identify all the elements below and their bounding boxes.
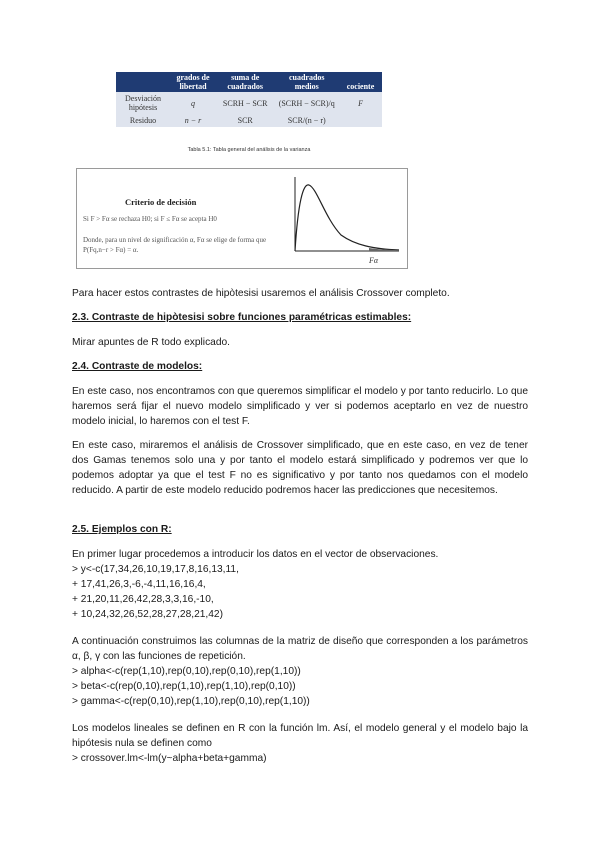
anova-cell: SCR xyxy=(216,114,275,127)
anova-cell: SCRH − SCR xyxy=(216,92,275,114)
paragraph: En este caso, miraremos el análisis de Crossover simplificado, que en este caso, en vez de tener dos Gamas tenemos solo una y por tanto el modelo estará simplificado y podremos ver que lo podemos adoptar ya que el test F no es significativo y por tanto nos quedamos con el modelo reducido. A partir de este modelo reducido podremos hacer las predicciones que necesitemos. xyxy=(72,440,528,496)
anova-header-ratio: cociente xyxy=(339,72,382,92)
anova-cell: F xyxy=(339,92,382,114)
section-heading-2-3: 2.3. Contraste de hipòtesisi sobre funciones paramétricas estimables: xyxy=(72,312,412,323)
density-curve xyxy=(295,185,399,251)
decision-rule: Si F > Fα se rechaza H0; si F ≤ Fα se acepta H0 xyxy=(83,215,217,223)
anova-header-row xyxy=(116,72,382,92)
code-line: > beta<-c(rep(0,10),rep(1,10),rep(1,10),rep(0,10)) xyxy=(72,681,296,692)
code-line: + 21,20,11,26,42,28,3,3,16,-10, xyxy=(72,594,214,605)
table-caption: Tabla 5.1: Tabla general del análisis de la varianza xyxy=(187,147,311,153)
f-alpha-label: Fα xyxy=(369,256,379,265)
f-distribution-curve xyxy=(289,173,401,265)
decision-criterion-box xyxy=(76,168,408,269)
section-heading-2-4: 2.4. Contraste de modelos: xyxy=(72,361,203,372)
paragraph: Los modelos lineales se definen en R con la función lm. Así, el modelo general y el modelo bajo la hipótesis nula se definen como xyxy=(72,723,528,749)
anova-cell: Desviación hipótesis xyxy=(116,92,170,114)
code-line: > crossover.lm<-lm(y~alpha+beta+gamma) xyxy=(72,753,267,764)
anova-cell: q xyxy=(170,92,216,114)
anova-header-ss: suma de cuadrados xyxy=(216,72,275,92)
anova-table xyxy=(116,72,382,127)
anova-header-empty xyxy=(116,72,170,92)
code-line: + 17,41,26,3,-6,-4,11,16,16,4, xyxy=(72,579,206,590)
anova-header-df: grados de libertad xyxy=(170,72,216,92)
table-row xyxy=(116,114,382,127)
paragraph: Para hacer estos contrastes de hipòtesisi usaremos el análisis Crossover completo. xyxy=(72,288,450,299)
anova-cell: n − r xyxy=(170,114,216,127)
paragraph: En este caso, nos encontramos con que queremos simplificar el modelo y por tanto reducirlo. Lo que haremos será fijar el nuevo modelo simplificado y ver si podemos aceptarlo en vez de nuestro modelo inicial, lo haremos con el test F. xyxy=(72,386,528,427)
decision-title: Criterio de decisión xyxy=(125,197,197,207)
table-row xyxy=(116,92,382,114)
anova-cell: SCR/(n − r) xyxy=(274,114,339,127)
anova-cell xyxy=(339,114,382,127)
paragraph: A continuación construimos las columnas de la matriz de diseño que corresponden a los parámetros α, β, γ con las funciones de repetición. xyxy=(72,636,528,662)
code-line: > gamma<-c(rep(0,10),rep(1,10),rep(0,10),rep(1,10)) xyxy=(72,696,310,707)
section-heading-2-5: 2.5. Ejemplos con R: xyxy=(72,524,172,535)
anova-cell: (SCRH − SCR)/q xyxy=(274,92,339,114)
paragraph: En primer lugar procedemos a introducir los datos en el vector de observaciones. xyxy=(72,549,439,560)
anova-cell: Residuo xyxy=(116,114,170,127)
paragraph: Mirar apuntes de R todo explicado. xyxy=(72,337,230,348)
decision-text: Donde, para un nivel de significación α, Fα se elige de forma que P(Fq,n−r > Fα) = α. xyxy=(83,236,267,254)
code-line: > alpha<-c(rep(1,10),rep(0,10),rep(0,10),rep(1,10)) xyxy=(72,666,301,677)
code-line: > y<-c(17,34,26,10,19,17,8,16,13,11, xyxy=(72,564,239,575)
code-line: + 10,24,32,26,52,28,27,28,21,42) xyxy=(72,609,223,620)
anova-header-ms: cuadrados medios xyxy=(274,72,339,92)
